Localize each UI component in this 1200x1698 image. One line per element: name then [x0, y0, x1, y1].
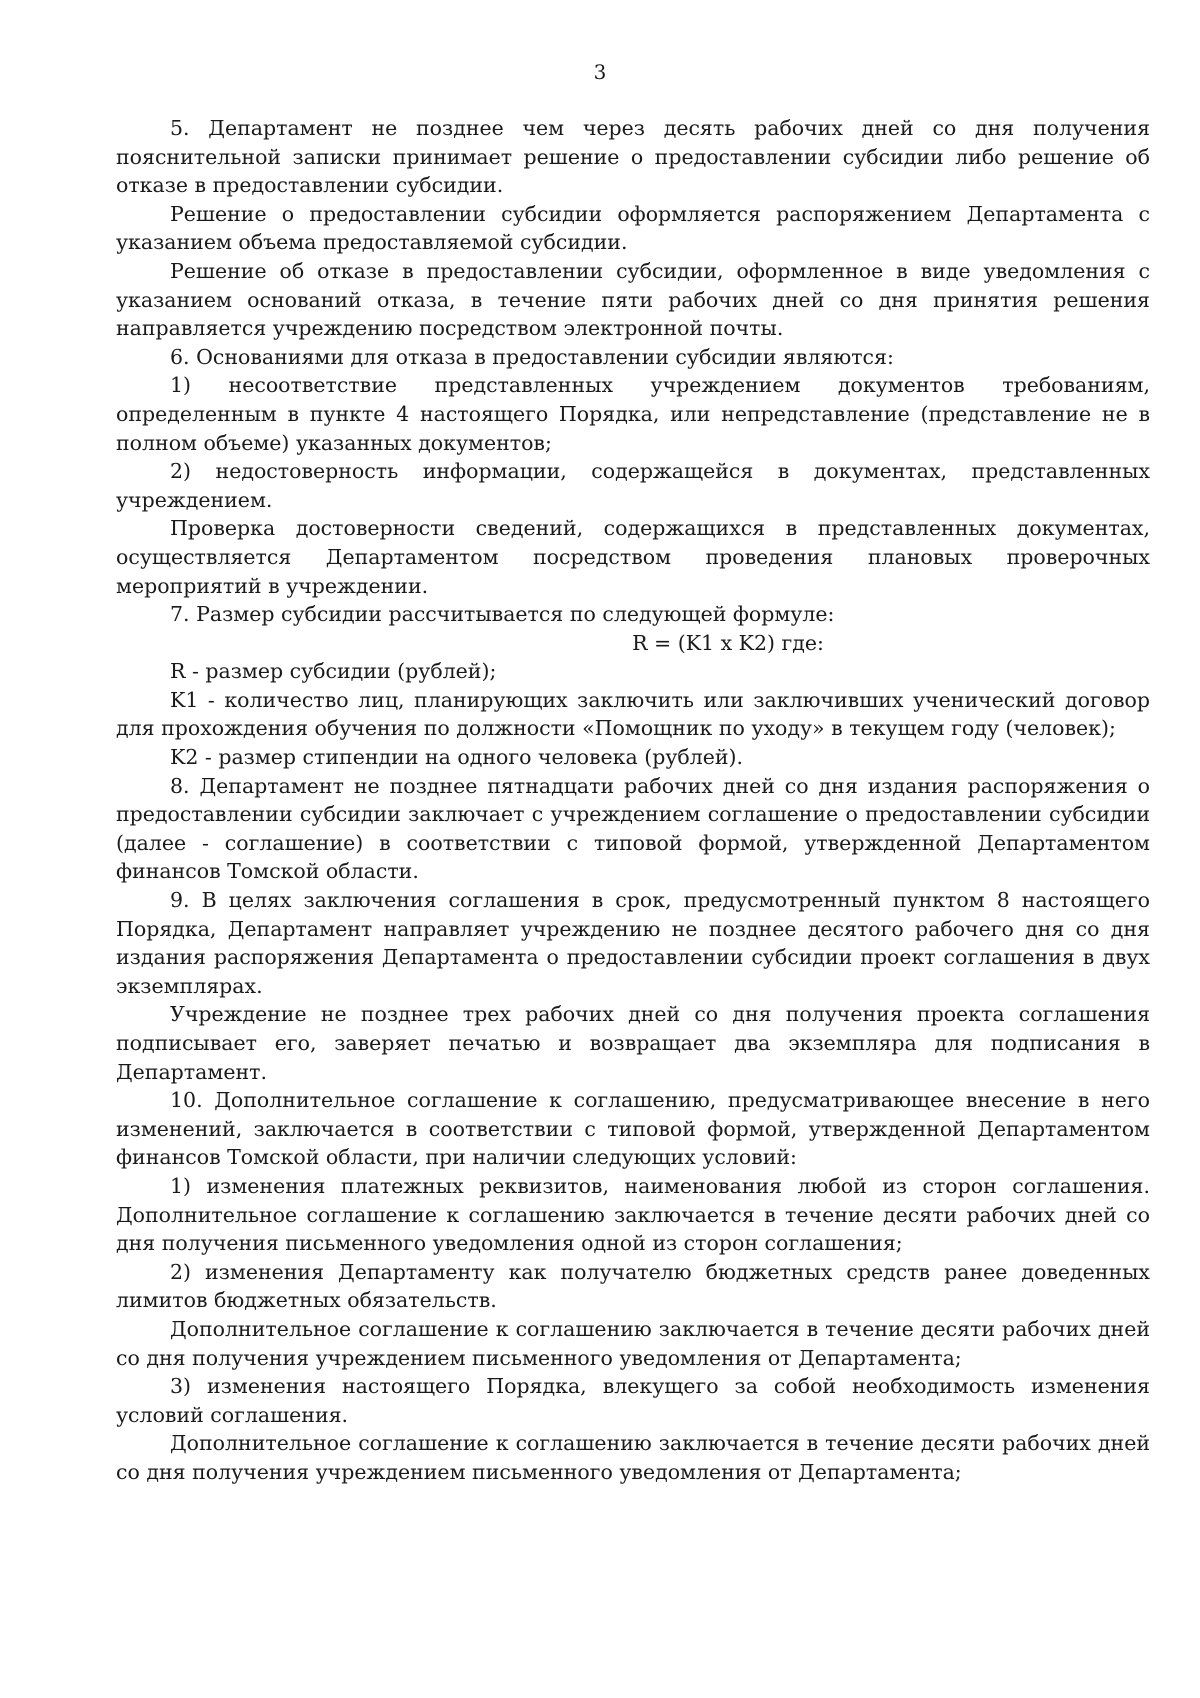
formula-definition-k2: K2 - размер стипендии на одного человека (рублей). — [170, 745, 744, 770]
paragraph-6-item-2: 2) недостоверность информации, содержащейся в документах, представленных учреждением. — [116, 459, 1150, 512]
paragraph-9: 9. В целях заключения соглашения в срок, предусмотренный пунктом 8 настоящего Порядка, Департамент направляет учреждению не позднее десятого рабочего дня со дня издания распоряжения Департамента о предоставлении субсидии проект соглашения в двух экземплярах. — [116, 888, 1150, 998]
paragraph-10-item-3: 3) изменения настоящего Порядка, влекущего за собой необходимость изменения условий соглашения. — [116, 1374, 1150, 1427]
page-number: 3 — [593, 60, 607, 84]
paragraph-decision-refusal: Решение об отказе в предоставлении субсидии, оформленное в виде уведомления с указанием оснований отказа, в течение пяти рабочих дней со дня принятия решения направляется учреждению посредством электронной почты. — [116, 258, 1150, 341]
paragraph-8: 8. Департамент не позднее пятнадцати рабочих дней со дня издания распоряжения о предоставлении субсидии заключает с учреждением соглашение о предоставлении субсидии (далее - соглашение) в соответствии с типовой формой, утвержденной Департаментом финансов Томской области. — [116, 773, 1150, 884]
paragraph-5: 5. Департамент не позднее чем через десять рабочих дней со дня получения пояснительной записки принимает решение о предоставлении субсидии либо решение об отказе в предоставлении субсидии. — [116, 116, 1150, 198]
paragraph-6-item-1: 1) несоответствие представленных учреждением документов требованиям, определенным в пункте 4 настоящего Порядка, или непредставление (представление не в полном объеме) указанных документов; — [116, 373, 1150, 455]
paragraph-6: 6. Основаниями для отказа в предоставлении субсидии являются: — [170, 344, 894, 369]
formula-definition-k1: K1 - количество лиц, планирующих заключить или заключивших ученический договор для прохождения обучения по должности «Помощник по уходу» в текущем году (человек); — [116, 687, 1150, 741]
paragraph-10: 10. Дополнительное соглашение к соглашению, предусматривающее внесение в него изменений, заключается в соответствии с типовой формой, утвержденной Департаментом финансов Томской области, при наличии следующих условий: — [116, 1088, 1150, 1170]
paragraph-10-item-1: 1) изменения платежных реквизитов, наименования любой из сторон соглашения. Дополнительное соглашение к соглашению заключается в течение десяти рабочих дней со дня получения письменного уведомления одной из сторон соглашения; — [116, 1173, 1150, 1256]
paragraph-10-item-2-term: Дополнительное соглашение к соглашению заключается в течение десяти рабочих дней со дня получения учреждением письменного уведомления от Департамента; — [116, 1316, 1150, 1370]
paragraph-7: 7. Размер субсидии рассчитывается по следующей формуле: — [170, 602, 835, 627]
document-body — [116, 114, 1150, 1487]
subsidy-formula: R = (K1 x K2) где: — [632, 630, 824, 655]
paragraph-decision-grant: Решение о предоставлении субсидии оформляется распоряжением Департамента с указанием объема предоставляемой субсидии. — [116, 201, 1150, 255]
paragraph-10-item-2: 2) изменения Департаменту как получателю бюджетных средств ранее доведенных лимитов бюджетных обязательств. — [116, 1259, 1150, 1313]
paragraph-verification: Проверка достоверности сведений, содержащихся в представленных документах, осуществляется Департаментом посредством проведения плановых проверочных мероприятий в учреждении. — [116, 516, 1150, 598]
paragraph-9-signing: Учреждение не позднее трех рабочих дней со дня получения проекта соглашения подписывает его, заверяет печатью и возвращает два экземпляра для подписания в Департамент. — [116, 1002, 1150, 1084]
formula-definition-r: R - размер субсидии (рублей); — [170, 659, 497, 684]
paragraph-10-item-3-term: Дополнительное соглашение к соглашению заключается в течение десяти рабочих дней со дня получения учреждением письменного уведомления от Департамента; — [116, 1431, 1150, 1484]
